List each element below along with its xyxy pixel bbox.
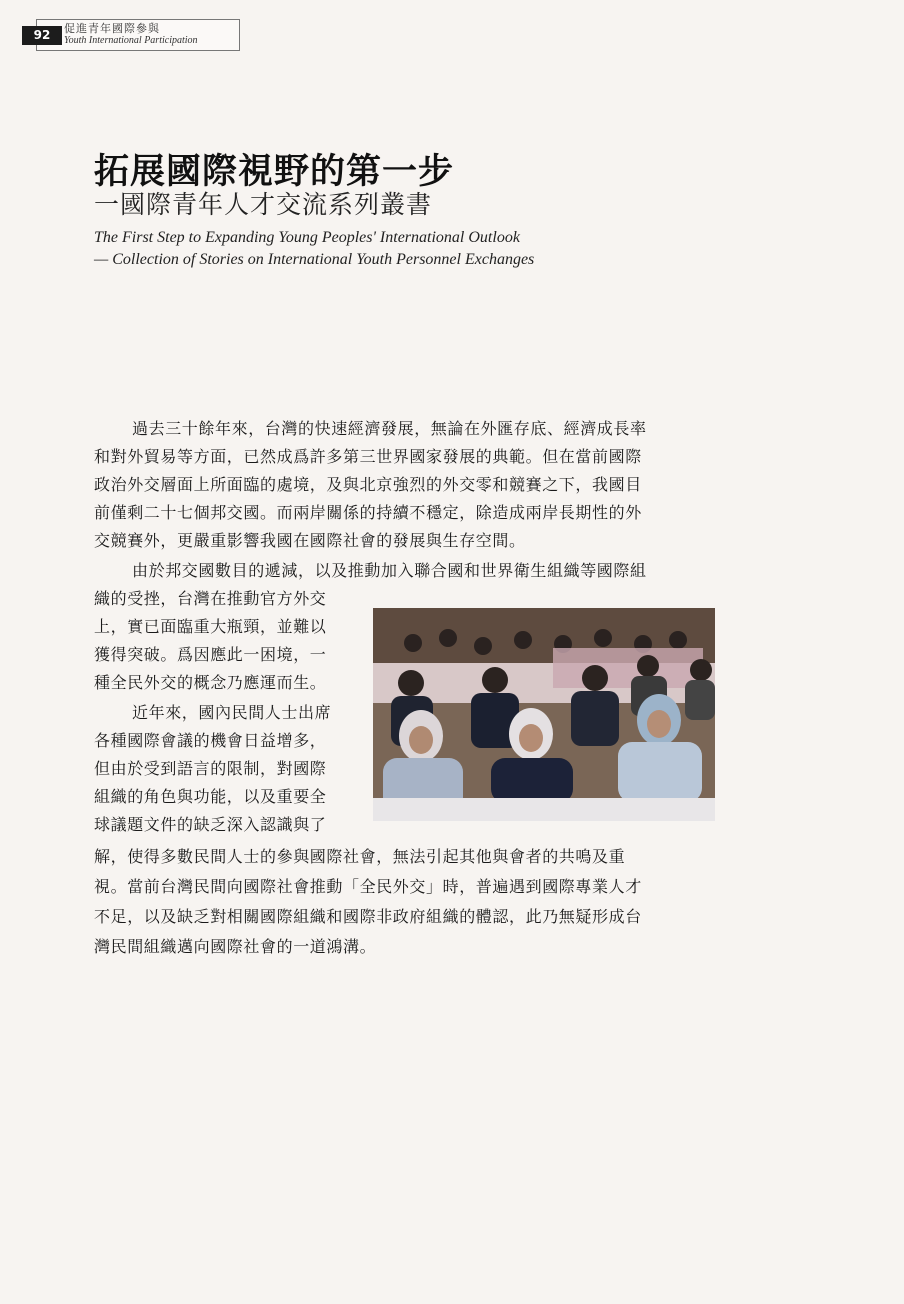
article-title-en-line2: — Collection of Stories on International Youth Personnel Exchanges <box>94 251 535 268</box>
paragraph-3-line: 灣民間組織邁向國際社會的一道鴻溝。 <box>94 937 377 956</box>
paragraph-1-line: 前僅剩二十七個邦交國。而兩岸關係的持續不穩定，除造成兩岸長期性的外 <box>94 503 642 522</box>
running-header <box>22 19 238 49</box>
paragraph-3-line: 解，使得多數民間人士的參與國際社會，無法引起其他與會者的共鳴及重 <box>94 847 626 866</box>
paragraph-3-line: 各種國際會議的機會日益增多， <box>94 731 327 750</box>
article-title-en-line1: The First Step to Expanding Young Peoples' International Outlook <box>94 229 520 246</box>
paragraph-2-line: 上，實已面臨重大瓶頸，並難以 <box>94 617 327 636</box>
article-title-zh: 拓展國際視野的第一步 <box>94 151 455 192</box>
paragraph-3-line: 視。當前台灣民間向國際社會推動「全民外交」時，普遍遇到國際專業人才 <box>94 877 642 896</box>
paragraph-1-line: 交競賽外，更嚴重影響我國在國際社會的發展與生存空間。 <box>94 531 526 550</box>
conference-photo <box>373 608 715 821</box>
paragraph-2-line: 織的受挫，台灣在推動官方外交 <box>94 589 327 608</box>
paragraph-2-line: 種全民外交的概念乃應運而生。 <box>94 673 327 692</box>
paragraph-3-line: 組織的角色與功能，以及重要全 <box>94 787 327 806</box>
page-number: 92 <box>22 26 62 45</box>
section-title-zh: 促進青年國際參與 <box>64 22 160 35</box>
section-title-en: Youth International Participation <box>64 35 198 46</box>
paragraph-1-line: 過去三十餘年來，台灣的快速經濟發展，無論在外匯存底、經濟成長率 <box>132 419 647 438</box>
paragraph-1-line: 政治外交層面上所面臨的處境，及與北京強烈的外交零和競賽之下，我國目 <box>94 475 642 494</box>
paragraph-3-line: 近年來，國內民間人士出席 <box>132 703 332 722</box>
paragraph-2-line: 由於邦交國數目的遞減，以及推動加入聯合國和世界衛生組織等國際組 <box>132 561 647 580</box>
paragraph-2-line: 獲得突破。爲因應此一困境，一 <box>94 645 327 664</box>
paragraph-3-line: 但由於受到語言的限制，對國際 <box>94 759 327 778</box>
article-subtitle-zh: 一國際青年人才交流系列叢書 <box>94 190 433 219</box>
paragraph-3-line: 不足，以及缺乏對相關國際組織和國際非政府組織的體認，此乃無疑形成台 <box>94 907 642 926</box>
paragraph-3-line: 球議題文件的缺乏深入認識與了 <box>94 815 327 834</box>
paragraph-1-line: 和對外貿易等方面，已然成爲許多第三世界國家發展的典範。但在當前國際 <box>94 447 642 466</box>
conference-photo-illustration <box>373 608 715 821</box>
